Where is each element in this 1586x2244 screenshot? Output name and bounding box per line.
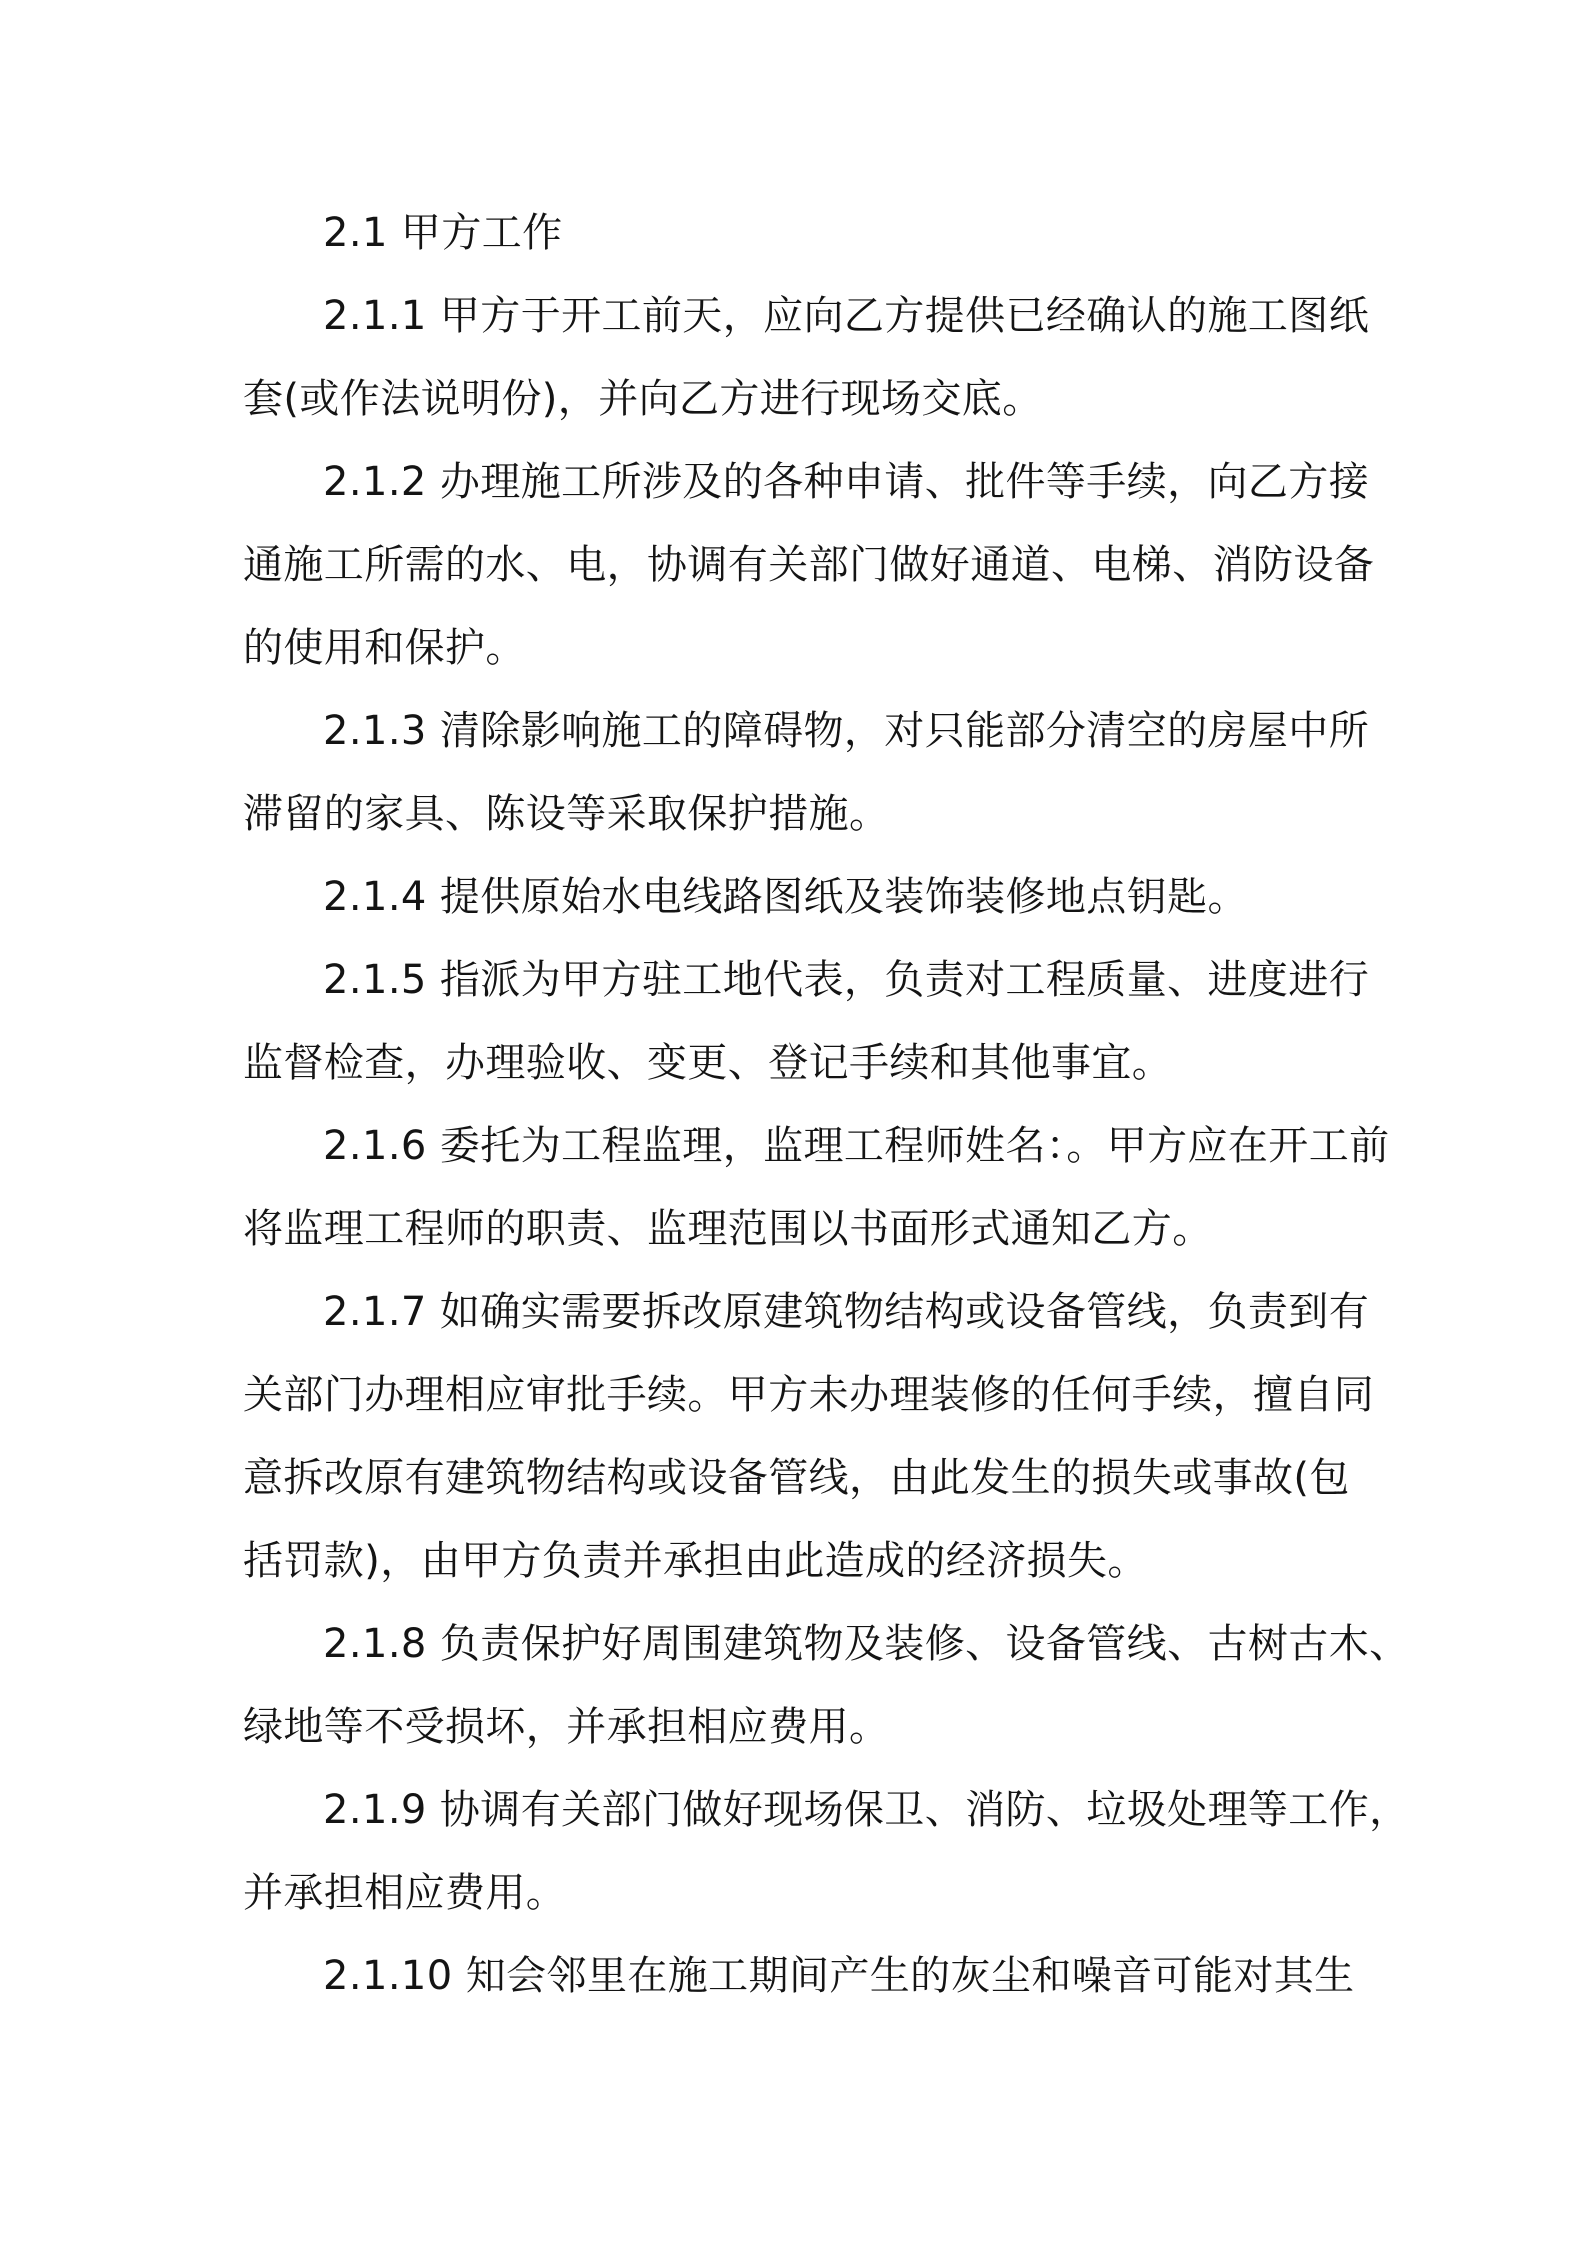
paragraph-line: 2.1.5 指派为甲方驻工地代表，负责对工程质量、进度进行 xyxy=(323,957,1370,1003)
paragraph-line: 将监理工程师的职责、监理范围以书面形式通知乙方。 xyxy=(243,1206,1213,1252)
section-heading: 2.1 甲方工作 xyxy=(323,210,563,256)
paragraph-line: 2.1.4 提供原始水电线路图纸及装饰装修地点钥匙。 xyxy=(323,874,1248,920)
paragraph-line: 意拆改原有建筑物结构或设备管线，由此发生的损失或事故(包 xyxy=(243,1455,1350,1501)
paragraph-line: 2.1.7 如确实需要拆改原建筑物结构或设备管线，负责到有 xyxy=(323,1289,1370,1335)
paragraph-line: 2.1.1 甲方于开工前天，应向乙方提供已经确认的施工图纸 xyxy=(323,293,1370,339)
paragraph-line: 2.1.3 清除影响施工的障碍物，对只能部分清空的房屋中所 xyxy=(323,708,1370,754)
paragraph-line: 2.1.10 知会邻里在施工期间产生的灰尘和噪音可能对其生 xyxy=(323,1953,1355,1999)
paragraph-line: 2.1.9 协调有关部门做好现场保卫、消防、垃圾处理等工作， xyxy=(323,1787,1410,1833)
paragraph-line: 并承担相应费用。 xyxy=(243,1870,567,1916)
paragraph-line: 绿地等不受损坏，并承担相应费用。 xyxy=(243,1704,890,1750)
paragraph-line: 2.1.8 负责保护好周围建筑物及装修、设备管线、古树古木、 xyxy=(323,1621,1410,1667)
paragraph-line: 关部门办理相应审批手续。甲方未办理装修的任何手续，擅自同 xyxy=(243,1372,1375,1418)
paragraph-line: 的使用和保护。 xyxy=(243,625,526,671)
paragraph-line: 套(或作法说明份)，并向乙方进行现场交底。 xyxy=(243,376,1043,422)
paragraph-line: 2.1.6 委托为工程监理，监理工程师姓名：。甲方应在开工前 xyxy=(323,1123,1390,1169)
paragraph-line: 2.1.2 办理施工所涉及的各种申请、批件等手续，向乙方接 xyxy=(323,459,1370,505)
paragraph-line: 通施工所需的水、电，协调有关部门做好通道、电梯、消防设备 xyxy=(243,542,1375,588)
paragraph-line: 滞留的家具、陈设等采取保护措施。 xyxy=(243,791,890,837)
document-body xyxy=(243,192,1410,2018)
paragraph-line: 括罚款)，由甲方负责并承担由此造成的经济损失。 xyxy=(243,1538,1148,1584)
paragraph-line: 监督检查，办理验收、变更、登记手续和其他事宜。 xyxy=(243,1040,1173,1086)
